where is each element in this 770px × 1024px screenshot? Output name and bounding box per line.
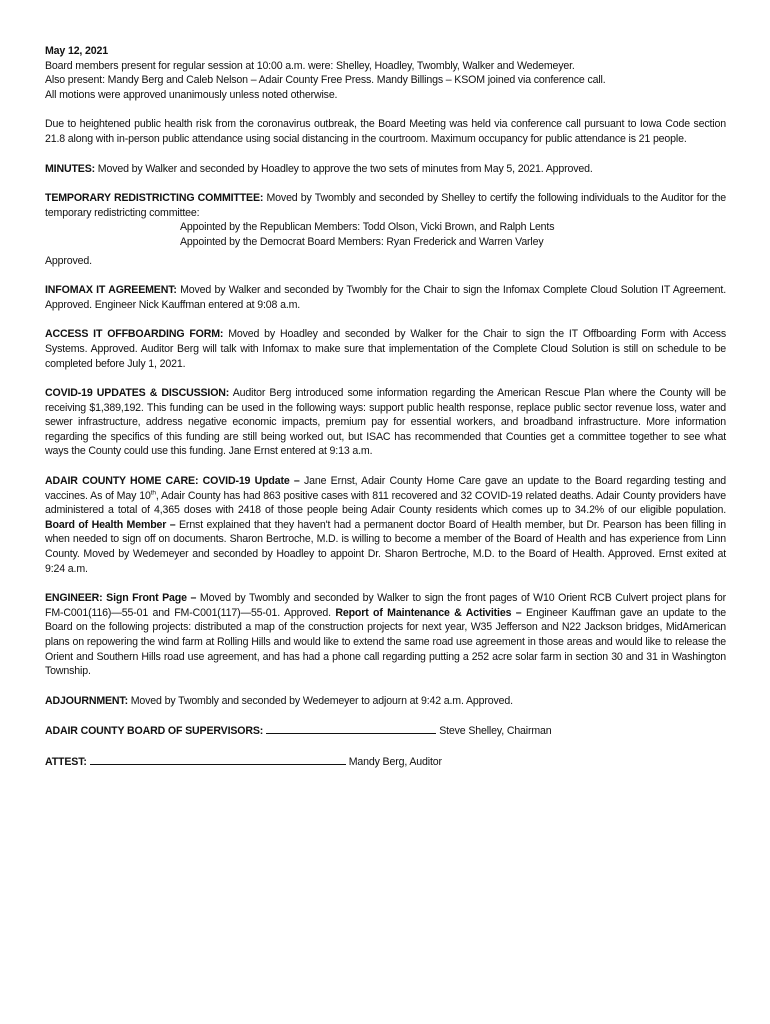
redistricting-paragraph bbox=[45, 191, 726, 220]
home-care-text-3: Ernst explained that they haven't had a permanent doctor Board of Health member, but Dr. Pearson has been filling in when needed to sign off on documents. Sharon Bertroche, M.D. is willing to become a member of the Board of Health and has experience from Linn County. Moved by Wedemeyer and seconded by Hoadley to appoint Dr. Sharon Bertroche, M.D. to the Board of Health. Approved. Ernst exited at 9:24 a.m. bbox=[45, 518, 726, 575]
board-of-health-heading: Board of Health Member – bbox=[45, 518, 176, 531]
engineer-text-1: Moved by Twombly and seconded by Walker to sign the front pages of W10 Orient RCB Culvert project plans for FM-C001(116)—55-01 and FM-C001(117)—55-01. Approved. bbox=[45, 592, 726, 619]
board-signature-blank bbox=[266, 723, 436, 734]
offboarding-text: Moved by Hoadley and seconded by Walker for the Chair to sign the IT Offboarding Form with Access Systems. Approved. Auditor Berg will talk with Infomax to make sure that implementation of the Complete Cloud Solution is still on schedule to be completed before July 1, 2021. bbox=[45, 328, 726, 370]
board-signature-line bbox=[45, 723, 726, 739]
attest-signature-blank bbox=[90, 754, 346, 765]
infomax-text: Moved by Walker and seconded by Twombly for the Chair to sign the Infomax Complete Cloud Solution IT Agreement. Approved. Engineer Nick Kauffman entered at 9:08 a.m. bbox=[45, 284, 726, 311]
minutes-paragraph bbox=[45, 162, 726, 177]
maintenance-heading: Report of Maintenance & Activities – bbox=[335, 606, 522, 619]
engineer-text-2: Engineer Kauffman gave an update to the Board on the following projects: distributed a map of the construction projects for next year, W35 Jefferson and N22 Jackson bridges, MidAmerican plans on repowering the wind farm at Rolling Hills and would like to extend the same road use agreement in those areas and would like to release the Orient and Southern Hills road use agreement, and has had a phone call regarding putting a 252 acre solar farm in section 30 and 31 in Washington Township. bbox=[45, 606, 726, 678]
attest-signature-line bbox=[45, 754, 726, 770]
democrat-appointees: Appointed by the Democrat Board Members: Ryan Frederick and Warren Varley bbox=[180, 235, 544, 248]
redistricting-section bbox=[45, 191, 726, 268]
redistricting-heading: TEMPORARY REDISTRICTING COMMITTEE: bbox=[45, 192, 264, 205]
minutes-text: Moved by Walker and seconded by Hoadley to approve the two sets of minutes from May 5, 2021. Approved. bbox=[95, 162, 593, 175]
infomax-paragraph bbox=[45, 283, 726, 312]
offboarding-heading: ACCESS IT OFFBOARDING FORM: bbox=[45, 328, 224, 341]
header-block bbox=[45, 44, 726, 102]
republican-appointees: Appointed by the Republican Members: Todd Olson, Vicki Brown, and Ralph Lents bbox=[180, 221, 555, 234]
offboarding-paragraph bbox=[45, 327, 726, 371]
redistricting-approved: Approved. bbox=[45, 254, 92, 267]
attest-label: ATTEST: bbox=[45, 755, 87, 768]
minutes-document bbox=[45, 44, 726, 785]
infomax-heading: INFOMAX IT AGREEMENT: bbox=[45, 284, 177, 297]
board-signature-label: ADAIR COUNTY BOARD OF SUPERVISORS: bbox=[45, 725, 264, 738]
home-care-heading: ADAIR COUNTY HOME CARE: COVID-19 Update – bbox=[45, 475, 300, 488]
adjournment-heading: ADJOURNMENT: bbox=[45, 694, 128, 707]
members-present: Board members present for regular session at 10:00 a.m. were: Shelley, Hoadley, Twombly, Walker and Wedemeyer. bbox=[45, 59, 575, 72]
covid-updates-text: Auditor Berg introduced some information regarding the American Rescue Plan where the County will be receiving $1,389,192. This funding can be used in the following ways: support public health response, replace public sector revenue loss, water and sewer infrastructure, address negative economic impacts, premium pay for essential workers, and broadband infrastructure. More information regarding the specifics of this funding are still being worked out, but ISAC has recommended that Counties get a committee together to see what ways the County could use this funding. Jane Ernst entered at 9:13 a.m. bbox=[45, 387, 726, 458]
home-care-text-2: , Adair County has had 863 positive cases with 811 recovered and 32 COVID-19 related deaths. Adair County providers have administered a total of 4,365 doses with 2418 of those people being Adair County residents which comes up to 34.2% of our eligible population. bbox=[45, 489, 727, 517]
attest-signer-name: Mandy Berg, Auditor bbox=[348, 755, 442, 768]
covid-updates-paragraph bbox=[45, 386, 726, 459]
minutes-heading: MINUTES: bbox=[45, 162, 95, 175]
engineer-heading: ENGINEER: Sign Front Page – bbox=[45, 592, 197, 605]
home-care-superscript: th bbox=[150, 489, 156, 497]
board-signer-name: Steve Shelley, Chairman bbox=[439, 725, 552, 738]
also-present: Also present: Mandy Berg and Caleb Nelson – Adair County Free Press. Mandy Billings – KSOM joined via conference call. bbox=[45, 74, 606, 87]
home-care-text-1: Jane Ernst, Adair County Home Care gave an update to the Board regarding testing and vaccines. As of May 10 bbox=[45, 475, 727, 502]
home-care-paragraph bbox=[45, 474, 726, 576]
covid-notice: Due to heightened public health risk from the coronavirus outbreak, the Board Meeting was held via conference call pursuant to Iowa Code section 21.8 along with in-person public attendance using social distancing in the courtroom. Maximum occupancy for public attendance is 21 people. bbox=[45, 118, 726, 145]
adjournment-paragraph bbox=[45, 694, 726, 709]
covid-updates-heading: COVID-19 UPDATES & DISCUSSION: bbox=[45, 387, 230, 400]
meeting-date: May 12, 2021 bbox=[45, 45, 108, 57]
motions-note: All motions were approved unanimously unless noted otherwise. bbox=[45, 88, 338, 101]
adjournment-text: Moved by Twombly and seconded by Wedemeyer to adjourn at 9:42 a.m. Approved. bbox=[127, 694, 513, 707]
redistricting-text: Moved by Twombly and seconded by Shelley to certify the following individuals to the Auditor for the temporary redistricting committee: bbox=[45, 192, 726, 219]
engineer-paragraph bbox=[45, 591, 726, 679]
